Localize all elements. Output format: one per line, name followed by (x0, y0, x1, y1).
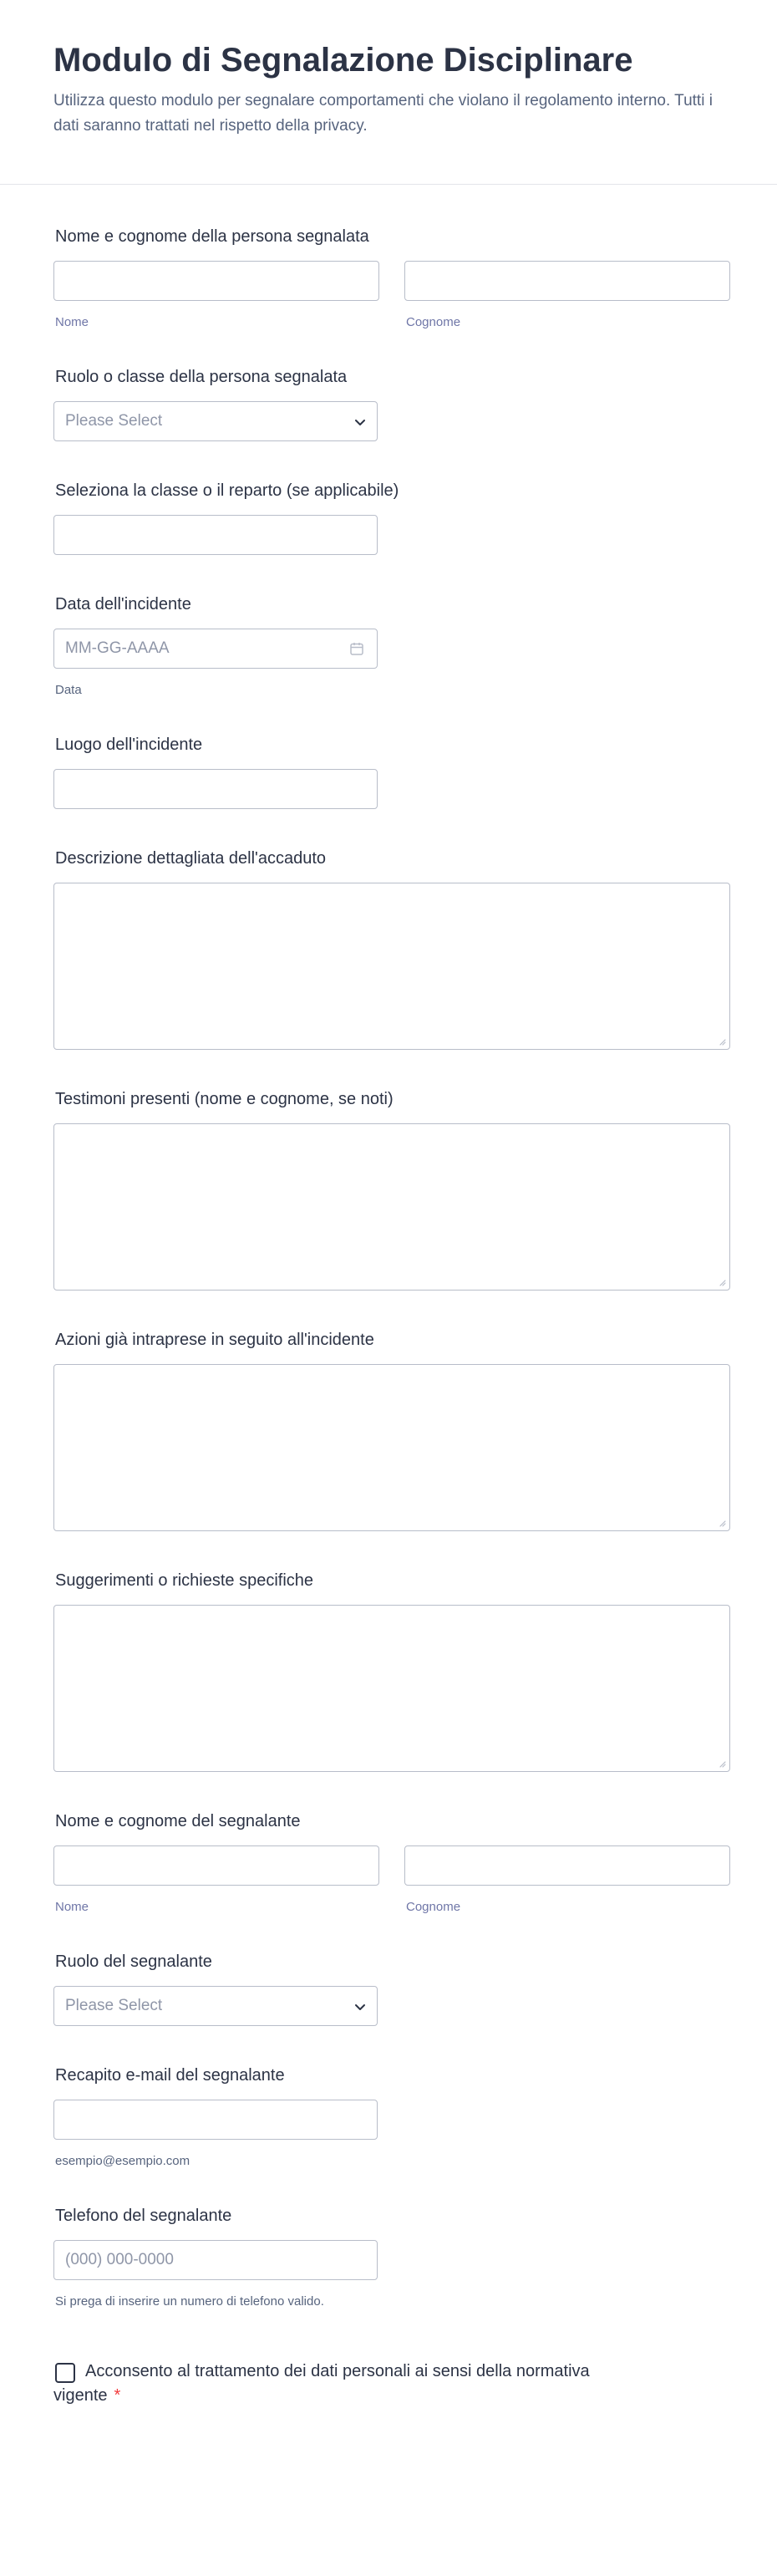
reporter-first-name-input[interactable] (53, 1845, 379, 1886)
suggestions-textarea[interactable] (53, 1605, 730, 1772)
reported-role-select[interactable] (53, 401, 378, 441)
description-label: Descrizione dettagliata dell'accaduto (55, 849, 327, 868)
chevron-down-icon (353, 2000, 367, 2013)
reporter-email-label: Recapito e-mail del segnalante (55, 2066, 285, 2085)
form-title: Modulo di Segnalazione Disciplinare (53, 42, 633, 79)
witnesses-textarea[interactable] (53, 1123, 730, 1291)
reported-role-placeholder: Please Select (65, 412, 163, 430)
class-dept-label: Seleziona la classe o il reparto (se applicabile) (55, 481, 399, 500)
reported-first-name-sublabel: Nome (55, 315, 89, 329)
calendar-icon[interactable] (349, 641, 364, 656)
incident-place-label: Luogo dell'incidente (55, 736, 203, 754)
reporter-phone-sublabel: Si prega di inserire un numero di telefono valido. (55, 2294, 324, 2309)
reported-name-label: Nome e cognome della persona segnalata (55, 227, 369, 246)
incident-date-input[interactable] (53, 629, 378, 669)
reporter-phone-input[interactable] (53, 2240, 378, 2280)
actions-taken-textarea[interactable] (53, 1364, 730, 1531)
suggestions-label: Suggerimenti o richieste specifiche (55, 1571, 314, 1590)
actions-taken-label: Azioni già intraprese in seguito all'incidente (55, 1331, 374, 1349)
incident-date-sublabel: Data (55, 683, 82, 697)
reporter-role-placeholder: Please Select (65, 1997, 163, 2014)
reported-role-label: Ruolo o classe della persona segnalata (55, 368, 348, 386)
resize-grip-icon[interactable] (718, 1759, 726, 1768)
reporter-phone-label: Telefono del segnalante (55, 2207, 232, 2225)
consent-label-line2: vigente (53, 2386, 108, 2405)
incident-place-input[interactable] (53, 769, 378, 809)
reported-last-name-input[interactable] (404, 261, 730, 301)
form-header (0, 0, 777, 185)
required-marker: * (114, 2386, 121, 2405)
reporter-role-label: Ruolo del segnalante (55, 1952, 212, 1971)
description-textarea[interactable] (53, 883, 730, 1050)
reporter-name-label: Nome e cognome del segnalante (55, 1812, 301, 1830)
form-description: Utilizza questo modulo per segnalare comportamenti che violano il regolamento interno. Tutti i dati saranno trattati nel rispetto della privacy. (53, 92, 713, 135)
reported-last-name-sublabel: Cognome (406, 315, 461, 329)
consent-label-continued[interactable] (53, 2386, 120, 2405)
chevron-down-icon (353, 415, 367, 429)
resize-grip-icon[interactable] (718, 1037, 726, 1046)
resize-grip-icon[interactable] (718, 1278, 726, 1286)
class-dept-input[interactable] (53, 515, 378, 555)
reporter-last-name-input[interactable] (404, 1845, 730, 1886)
reporter-last-name-sublabel: Cognome (406, 1900, 461, 1914)
resize-grip-icon[interactable] (718, 1519, 726, 1527)
incident-date-label: Data dell'incidente (55, 595, 191, 613)
witnesses-label: Testimoni presenti (nome e cognome, se noti) (55, 1090, 394, 1108)
consent-checkbox[interactable] (55, 2363, 75, 2383)
consent-label[interactable]: Acconsento al trattamento dei dati personali ai sensi della normativa (85, 2362, 590, 2380)
reporter-role-select[interactable] (53, 1986, 378, 2026)
reporter-email-sublabel: esempio@esempio.com (55, 2154, 190, 2168)
reporter-first-name-sublabel: Nome (55, 1900, 89, 1914)
reported-first-name-input[interactable] (53, 261, 379, 301)
reporter-email-input[interactable] (53, 2100, 378, 2140)
